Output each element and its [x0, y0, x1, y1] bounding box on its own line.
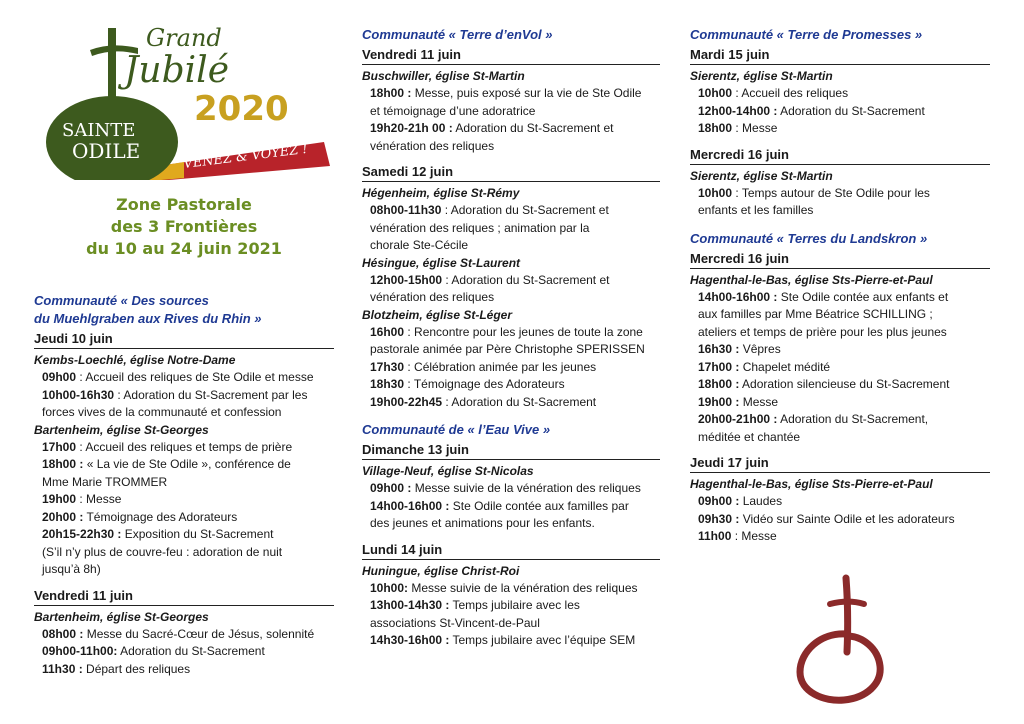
schedule-entry-cont: associations St-Vincent-de-Paul: [370, 615, 540, 630]
place-heading: Village-Neuf, église St-Nicolas: [362, 464, 534, 478]
community-title: du Muehlgraben aux Rives du Rhin »: [34, 311, 262, 326]
schedule-entry: 19h00 : Messe: [42, 492, 122, 506]
schedule-entry: 14h30-16h00 : Temps jubilaire avec l’équipe SEM: [370, 633, 636, 647]
community-title: Communauté « Des sources: [34, 293, 209, 308]
community-title: Communauté « Terres du Landskron »: [690, 230, 928, 246]
place-heading: Bartenheim, église St-Georges: [34, 422, 209, 437]
schedule-entry: 19h20-21h 00 : Adoration du St-Sacrement et: [370, 121, 614, 135]
zone-title: [34, 194, 334, 260]
schedule-entry-cont: vénération des reliques: [370, 138, 495, 153]
schedule-entry: 11h30 : Départ des reliques: [42, 661, 191, 676]
schedule-entry: 09h00-11h00: Adoration du St-Sacrement: [42, 644, 265, 658]
logo-sainte: SAINTE: [62, 120, 136, 141]
schedule-entry: 10h00 : Temps autour de Ste Odile pour les: [698, 185, 930, 200]
schedule-entry: 18h00 : « La vie de Ste Odile », conférence de: [42, 457, 291, 471]
schedule-entry: 18h00 : Adoration silencieuse du St-Sacrement: [698, 377, 950, 391]
schedule-entry-cont: aux familles par Mme Béatrice SCHILLING ;: [698, 307, 933, 321]
day-heading: Dimanche 13 juin: [362, 441, 660, 460]
schedule-entry: 19h00 : Messe: [698, 394, 779, 409]
day-heading: Jeudi 10 juin: [34, 330, 334, 349]
schedule-entry: 19h00-22h45 : Adoration du St-Sacrement: [370, 394, 597, 409]
day-heading: Vendredi 11 juin: [362, 46, 660, 65]
schedule-entry: 09h00 : Accueil des reliques de Ste Odile et messe: [42, 370, 314, 384]
schedule-entry: 18h30 : Témoignage des Adorateurs: [370, 377, 565, 391]
zone-line-3: du 10 au 24 juin 2021: [86, 239, 282, 258]
day-heading: Mardi 15 juin: [690, 46, 990, 65]
schedule-entry-cont: chorale Ste-Cécile: [370, 238, 469, 252]
column-3: [690, 26, 990, 546]
schedule-entry: 20h15-22h30 : Exposition du St-Sacrement: [42, 527, 274, 541]
schedule-entry: 09h00 : Messe suivie de la vénération des reliques: [370, 481, 641, 495]
logo-year: 2020: [194, 89, 289, 129]
schedule-entry: 14h00-16h00 : Ste Odile contée aux enfants et: [698, 289, 949, 304]
schedule-entry: 08h00-11h30 : Adoration du St-Sacrement et: [370, 203, 609, 217]
schedule-entry-cont: Mme Marie TROMMER: [42, 474, 168, 489]
day-heading: Lundi 14 juin: [362, 541, 660, 560]
schedule-entry-cont: des jeunes et animations pour les enfants.: [370, 516, 595, 530]
schedule-entry-cont: et témoignage d’une adoratrice: [370, 103, 536, 118]
column-2: [362, 26, 660, 650]
place-heading: Sierentz, église St-Martin: [690, 168, 833, 183]
schedule-entry: 10h00: Messe suivie de la vénération des reliques: [370, 580, 638, 595]
place-heading: Hésingue, église St-Laurent: [362, 255, 521, 270]
zone-line-2: des 3 Frontières: [110, 217, 258, 236]
schedule-entry: 09h00 : Laudes: [698, 494, 783, 508]
schedule-entry: 11h00 : Messe: [698, 529, 777, 543]
schedule-entry: 08h00 : Messe du Sacré-Cœur de Jésus, solennité: [42, 626, 315, 641]
schedule-entry: 10h00 : Accueil des reliques: [698, 86, 849, 100]
schedule-entry: 17h30 : Célébration animée par les jeunes: [370, 359, 597, 374]
day-heading: Jeudi 17 juin: [690, 454, 990, 473]
logo-jubile: Jubilé: [124, 50, 229, 91]
logo-grand: Grand: [146, 24, 222, 52]
schedule-entry-cont: enfants et les familles: [698, 203, 814, 217]
place-heading: Hagenthal-le-Bas, église Sts-Pierre-et-Paul: [690, 272, 933, 287]
logo-banner: VENEZ & VOYEZ !: [182, 141, 309, 172]
schedule-entry-cont: (S’il n’y plus de couvre-feu : adoration de nuit: [42, 544, 283, 559]
schedule-entry-cont: vénération des reliques: [370, 290, 495, 304]
place-heading: Buschwiller, église St-Martin: [362, 69, 525, 83]
schedule-entry-cont: pastorale animée par Père Christophe SPERISSEN: [370, 342, 645, 356]
schedule-entry: 12h00-15h00 : Adoration du St-Sacrement et: [370, 272, 610, 287]
community-title: Communauté « Terre de Promesses »: [690, 27, 923, 42]
community-title: Communauté de « l’Eau Vive »: [362, 422, 551, 437]
schedule-entry: 14h00-16h00 : Ste Odile contée aux familles par: [370, 498, 629, 513]
schedule-entry: 16h00 : Rencontre pour les jeunes de toute la zone: [370, 324, 643, 339]
schedule-entry: 17h00 : Chapelet médité: [698, 359, 831, 374]
schedule-entry: 17h00 : Accueil des reliques et temps de prière: [42, 439, 293, 454]
place-heading: Blotzheim, église St-Léger: [362, 307, 513, 322]
column-1: [34, 292, 334, 678]
schedule-entry-cont: méditée et chantée: [698, 429, 801, 444]
place-heading: Hégenheim, église St-Rémy: [362, 186, 520, 200]
schedule-entry-cont: forces vives de la communauté et confession: [42, 405, 282, 419]
schedule-entry: 18h00 : Messe, puis exposé sur la vie de Ste Odile: [370, 86, 642, 100]
schedule-entry: 09h30 : Vidéo sur Sainte Odile et les adorateurs: [698, 511, 955, 526]
zone-line-1: Zone Pastorale: [116, 195, 252, 214]
place-heading: Kembs-Loechlé, église Notre-Dame: [34, 353, 236, 367]
schedule-entry: 13h00-14h30 : Temps jubilaire avec les: [370, 598, 580, 612]
grand-jubile-logo: [34, 20, 334, 180]
community-title: Communauté « Terre d’enVol »: [362, 27, 553, 42]
schedule-entry: 18h00 : Messe: [698, 121, 778, 135]
place-heading: Bartenheim, église St-Georges: [34, 609, 209, 624]
schedule-entry: 10h00-16h30 : Adoration du St-Sacrement par les: [42, 387, 308, 402]
day-heading: Mercredi 16 juin: [690, 250, 990, 269]
schedule-entry: 20h00 : Témoignage des Adorateurs: [42, 509, 238, 524]
cross-emblem-icon: [790, 574, 890, 706]
schedule-entry: 16h30 : Vêpres: [698, 342, 781, 356]
schedule-entry: 12h00-14h00 : Adoration du St-Sacrement: [698, 103, 925, 118]
schedule-entry: 20h00-21h00 : Adoration du St-Sacrement,: [698, 412, 929, 426]
schedule-entry-cont: ateliers et temps de prière pour les plus jeunes: [698, 324, 947, 339]
schedule-entry-cont: jusqu’à 8h): [42, 562, 101, 576]
place-heading: Sierentz, église St-Martin: [690, 69, 833, 83]
schedule-entry-cont: vénération des reliques ; animation par la: [370, 220, 590, 235]
day-heading: Samedi 12 juin: [362, 163, 660, 182]
day-heading: Vendredi 11 juin: [34, 587, 334, 606]
day-heading: Mercredi 16 juin: [690, 146, 990, 165]
place-heading: Hagenthal-le-Bas, église Sts-Pierre-et-Paul: [690, 477, 933, 491]
logo-odile: ODILE: [72, 139, 141, 163]
place-heading: Huningue, église Christ-Roi: [362, 563, 520, 578]
